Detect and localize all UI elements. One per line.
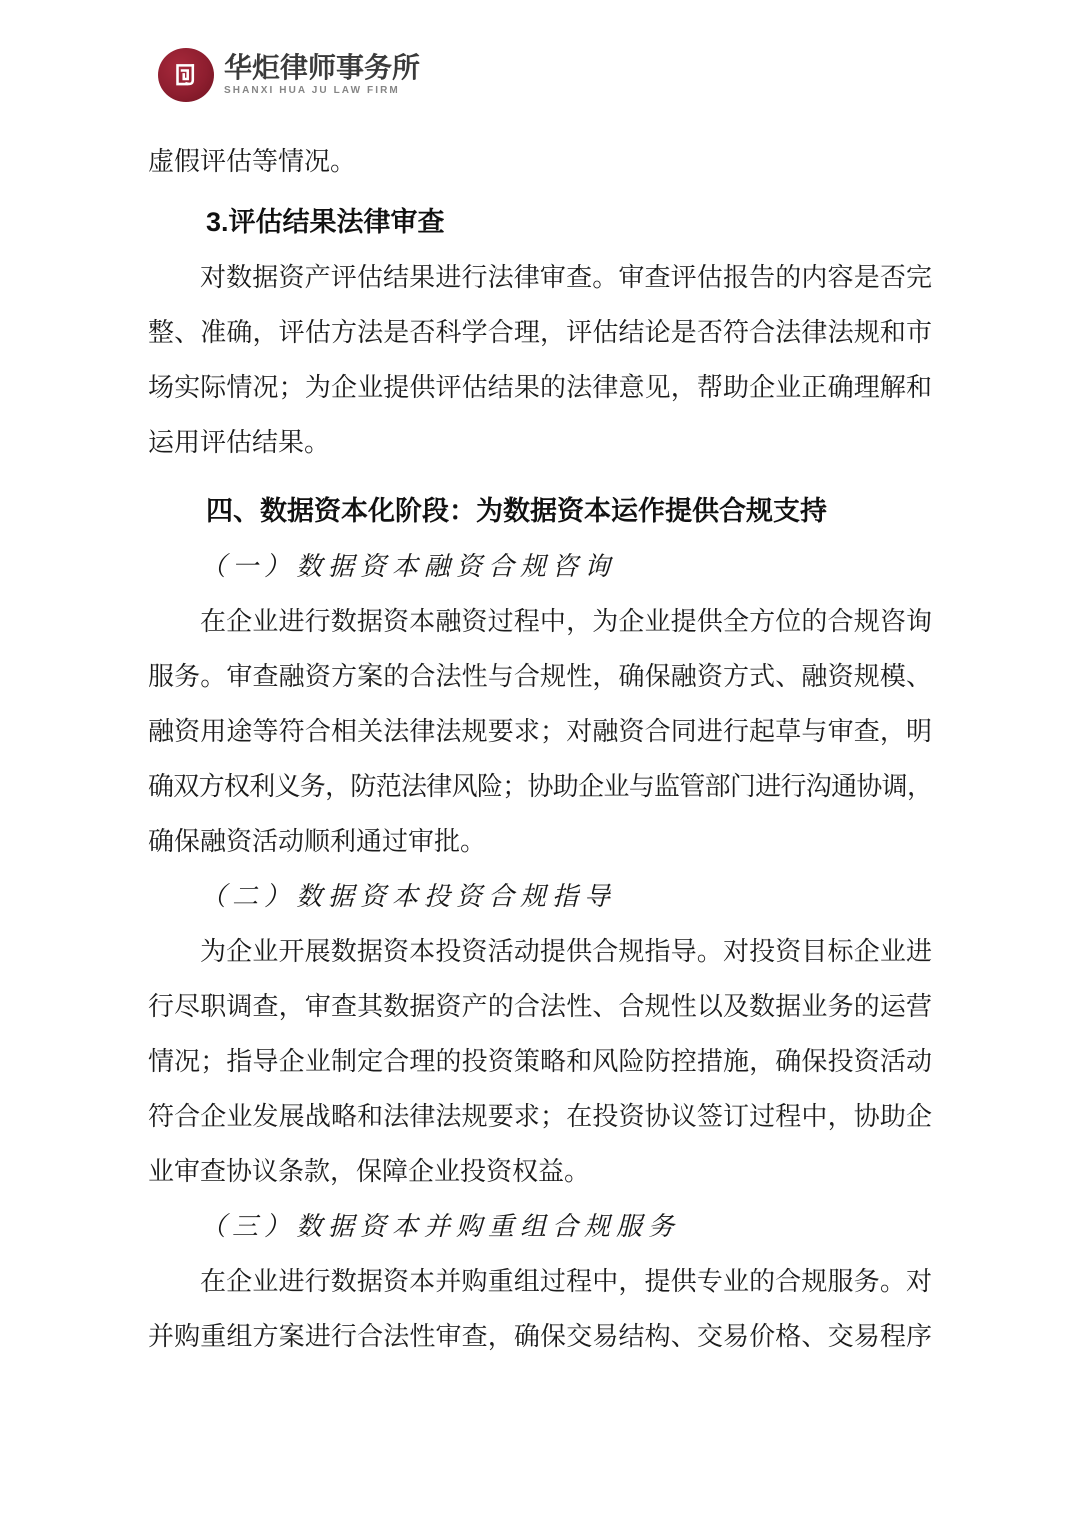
text-line: 运用评估结果。 <box>148 428 331 457</box>
chapter-heading: 四、数据资本化阶段：为数据资本运作提供合规支持 <box>206 496 827 526</box>
letterhead <box>158 48 420 102</box>
text-line: 业审查协议条款，保障企业投资权益。 <box>148 1157 591 1186</box>
subsection-heading: （三）数据资本并购重组合规服务 <box>200 1212 681 1241</box>
text-line: 行尽职调查，审查其数据资产的合法性、合规性以及数据业务的运营 <box>148 992 932 1021</box>
text-line: 服务。审查融资方案的合法性与合规性，确保融资方式、融资规模、 <box>148 662 932 691</box>
text-line: 虚假评估等情况。 <box>148 147 357 176</box>
law-firm-name-cn: 华炬律师事务所 <box>224 52 421 83</box>
text-line: 对数据资产评估结果进行法律审查。审查评估报告的内容是否完 <box>200 263 932 292</box>
text-line: 符合企业发展战略和法律法规要求；在投资协议签订过程中，协助企 <box>148 1102 932 1131</box>
law-firm-name-en: SHANXI HUA JU LAW FIRM <box>224 85 400 96</box>
document-body <box>148 134 932 1364</box>
subsection-heading: （一）数据资本融资合规咨询 <box>200 552 617 581</box>
text-line: 在企业进行数据资本并购重组过程中，提供专业的合规服务。对 <box>200 1267 932 1296</box>
text-line: 整、准确，评估方法是否科学合理，评估结论是否符合法律法规和市 <box>148 318 932 347</box>
section-heading: 3.评估结果法律审查 <box>206 207 445 237</box>
text-line: 为企业开展数据资本投资活动提供合规指导。对投资目标企业进 <box>200 937 932 966</box>
text-line: 情况；指导企业制定合理的投资策略和风险防控措施，确保投资活动 <box>148 1047 932 1076</box>
text-line: 并购重组方案进行合法性审查，确保交易结构、交易价格、交易程序 <box>148 1322 932 1351</box>
text-line: 确保融资活动顺利通过审批。 <box>148 827 487 856</box>
text-line: 确双方权利义务，防范法律风险；协助企业与监管部门进行沟通协调， <box>148 772 932 801</box>
text-line: 融资用途等符合相关法律法规要求；对融资合同进行起草与审查，明 <box>148 717 932 746</box>
subsection-heading: （二）数据资本投资合规指导 <box>200 882 617 911</box>
law-firm-name <box>224 53 420 97</box>
law-firm-logo-icon <box>158 48 214 102</box>
text-line: 在企业进行数据资本融资过程中，为企业提供全方位的合规咨询 <box>200 607 932 636</box>
text-line: 场实际情况；为企业提供评估结果的法律意见，帮助企业正确理解和 <box>148 373 932 402</box>
